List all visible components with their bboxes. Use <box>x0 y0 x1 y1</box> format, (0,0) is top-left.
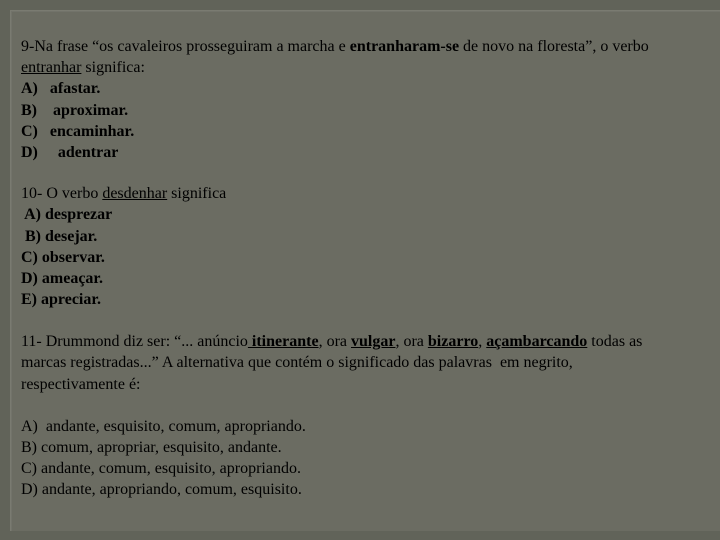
q11-word-acambarcando: açambarcando <box>486 333 588 351</box>
q10-option-e: E) apreciar. <box>21 291 101 309</box>
q11-stem-line2: marcas registradas...” A alternativa que contém o significado das palavras em negrito, <box>21 354 573 372</box>
q9-option-a: A) afastar. <box>21 80 101 98</box>
q11-word-vulgar: vulgar <box>351 333 396 351</box>
q10-stem <box>21 183 720 204</box>
q9-stem-line1 <box>21 36 720 57</box>
q9-option-d: D) adentrar <box>21 143 119 161</box>
q11-stem-text: 11- Drummond diz ser: “... anúncio <box>21 333 248 351</box>
q11-word-bizarro: bizarro <box>427 333 479 351</box>
q10-stem-suffix: significa <box>167 185 227 203</box>
q10-option-d: D) ameaçar. <box>21 269 104 287</box>
q11-option-c: C) andante, comum, esquisito, apropriando. <box>21 460 301 478</box>
slide-content <box>21 36 720 501</box>
q9-keyword: entranharam-se <box>349 38 460 55</box>
q9-option-c: C) encaminhar. <box>21 122 135 140</box>
q11-stem-text-end: todas as <box>587 333 643 351</box>
q10-verb: desdenhar <box>102 185 168 203</box>
spacer <box>21 163 720 183</box>
q11-word-itinerante: itinerante <box>247 333 319 351</box>
q11-sep: , ora <box>318 333 351 351</box>
q11-option-a: A) andante, esquisito, comum, apropriando. <box>21 417 306 435</box>
q10-option-a: A) desprezar <box>21 206 113 224</box>
q11-stem-line3: respectivamente é: <box>21 375 141 393</box>
q11-stem-line1 <box>21 331 720 352</box>
q10-option-b: B) desejar. <box>21 227 98 245</box>
q11-option-b: B) comum, apropriar, esquisito, andante. <box>21 439 282 456</box>
spacer <box>21 310 720 331</box>
q9-stem-text-end: de novo na floresta”, o verbo <box>459 38 649 55</box>
q9-stem-suffix: significa: <box>81 59 145 77</box>
q10-stem-text: 10- O verbo <box>21 185 103 203</box>
q9-option-b: B) aproximar. <box>21 101 129 119</box>
q11-sep: , <box>478 333 487 351</box>
spacer <box>21 395 720 416</box>
q10-option-c: C) observar. <box>21 248 105 266</box>
q11-option-d: D) andante, apropriando, comum, esquisito. <box>21 481 302 499</box>
q9-stem-text: 9-Na frase “os cavaleiros prosseguiram a marcha e <box>21 38 350 55</box>
q9-stem-line2 <box>21 57 720 78</box>
q11-sep: , ora <box>395 333 428 351</box>
q9-verb: entranhar <box>21 59 82 77</box>
